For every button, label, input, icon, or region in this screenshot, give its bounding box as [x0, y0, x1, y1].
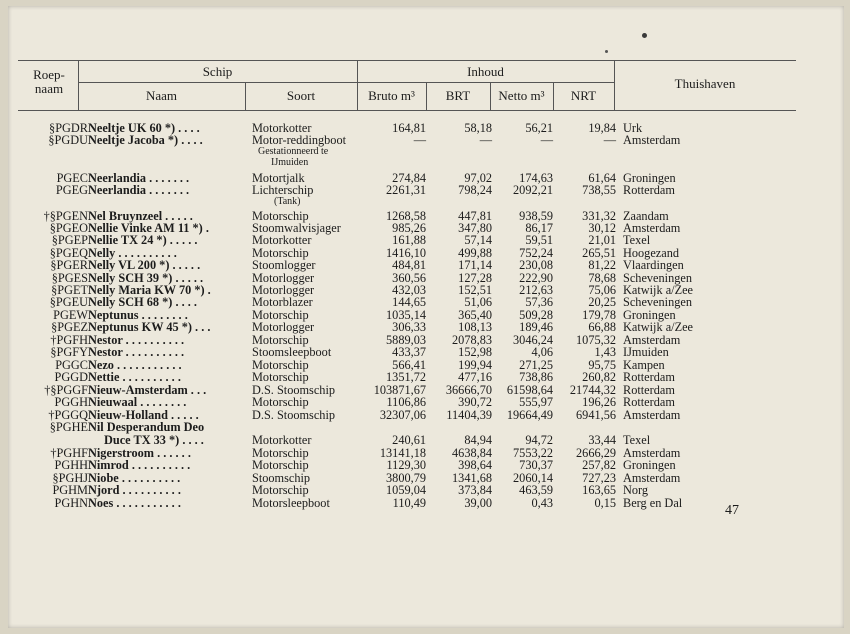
- cell-home: Zaandam: [623, 209, 669, 223]
- cell-code: §PGHE: [49, 420, 88, 434]
- cell-bruto: 2261,31: [386, 183, 426, 197]
- cell-home: Groningen: [623, 458, 676, 472]
- cell-home: Scheveningen: [623, 271, 692, 285]
- cell-home: Rotterdam: [623, 370, 675, 384]
- cell-type: Motorlogger: [252, 283, 315, 297]
- cell-brt: 58,18: [464, 121, 492, 135]
- cell-type: Motorlogger: [252, 271, 315, 285]
- cell-name: Nil Desperandum Deo: [88, 420, 205, 434]
- cell-bruto: 3800,79: [386, 471, 426, 485]
- cell-home: Rotterdam: [623, 395, 675, 409]
- cell-name: Noes . . . . . . . . . . .: [88, 496, 181, 510]
- cell-brt: 57,14: [464, 233, 492, 247]
- header-nrt: NRT: [570, 88, 597, 103]
- cell-code: §PGFY: [50, 345, 88, 359]
- cell-brt: 4638,84: [452, 446, 492, 460]
- cell-brt: 1341,68: [452, 471, 492, 485]
- cell-netto: 463,59: [519, 483, 553, 497]
- cell-nrt: 257,82: [582, 458, 616, 472]
- cell-type: D.S. Stoomschip: [252, 383, 336, 397]
- cell-name: Neptunus KW 45 *) . . .: [88, 320, 211, 334]
- header-mid-rule: [78, 82, 614, 83]
- cell-code: PGEG: [55, 183, 88, 197]
- cell-name: Nieuwaal . . . . . . . .: [88, 395, 187, 409]
- cell-netto: 56,21: [525, 121, 553, 135]
- cell-nrt: 33,44: [588, 433, 616, 447]
- header-soort: Soort: [286, 88, 316, 103]
- cell-home: Groningen: [623, 308, 676, 322]
- header-brt: BRT: [445, 88, 471, 103]
- ink-speck: [605, 50, 608, 53]
- header-bottom-rule: [18, 110, 796, 111]
- cell-type: Stoomschip: [252, 471, 311, 485]
- cell-brt: 39,00: [464, 496, 492, 510]
- cell-home: Norg: [623, 483, 649, 497]
- header-naam: Naam: [145, 88, 178, 103]
- header-roepnaam: [24, 68, 74, 96]
- cell-bruto: 240,61: [392, 433, 426, 447]
- cell-nrt: 30,12: [588, 221, 616, 235]
- cell-code: PGGD: [54, 370, 88, 384]
- cell-home: Amsterdam: [623, 408, 681, 422]
- cell-nrt: 196,26: [582, 395, 616, 409]
- table-top-rule: [18, 60, 796, 61]
- cell-brt: —: [479, 133, 492, 147]
- cell-bruto: 432,03: [392, 283, 426, 297]
- cell-netto: 57,36: [525, 295, 553, 309]
- cell-bruto: 306,33: [392, 320, 426, 334]
- cell-brt: 447,81: [458, 209, 492, 223]
- cell-type: Motorschip: [252, 246, 309, 260]
- cell-nrt: 20,25: [588, 295, 616, 309]
- cell-bruto: 566,41: [392, 358, 426, 372]
- cell-netto: 174,63: [519, 171, 553, 185]
- page-number: 47: [725, 503, 739, 518]
- cell-code: †§PGEN: [43, 209, 88, 223]
- cell-brt: 152,98: [458, 345, 492, 359]
- cell-bruto: 1035,14: [386, 308, 426, 322]
- cell-type: Stoomsleepboot: [252, 345, 332, 359]
- cell-brt: 84,94: [464, 433, 492, 447]
- cell-brt: 365,40: [458, 308, 492, 322]
- cell-netto: 222,90: [519, 271, 553, 285]
- cell-netto: —: [540, 133, 553, 147]
- cell-name: Neerlandia . . . . . . .: [88, 171, 190, 185]
- cell-type: Motorschip: [252, 333, 309, 347]
- cell-code: §PGEO: [49, 221, 88, 235]
- cell-home: Rotterdam: [623, 383, 675, 397]
- cell-netto: 2060,14: [513, 471, 553, 485]
- cell-name: Nieuw-Amsterdam . . .: [88, 383, 207, 397]
- cell-type: Motorschip: [252, 458, 309, 472]
- cell-type: Motorschip: [252, 446, 309, 460]
- cell-nrt: —: [603, 133, 616, 147]
- cell-brt: 97,02: [464, 171, 492, 185]
- cell-netto: 0,43: [531, 496, 553, 510]
- cell-home: Amsterdam: [623, 333, 681, 347]
- cell-home: Urk: [623, 121, 643, 135]
- cell-code: §PGEU: [49, 295, 88, 309]
- cell-nrt: 163,65: [582, 483, 616, 497]
- cell-brt: 347,80: [458, 221, 492, 235]
- header-roepnaam-line1: Roep-: [33, 67, 65, 82]
- cell-bruto: 13141,18: [379, 446, 426, 460]
- cell-nrt: 81,22: [588, 258, 616, 272]
- cell-home: Texel: [623, 233, 651, 247]
- cell-code: PGGH: [54, 395, 88, 409]
- cell-type: Motorkotter: [252, 433, 312, 447]
- header-bruto: Bruto m³: [368, 88, 415, 103]
- cell-home: Amsterdam: [623, 133, 681, 147]
- cell-type: Motorsleepboot: [252, 496, 330, 510]
- cell-name: Neerlandia . . . . . . .: [88, 183, 190, 197]
- header-schip: Schip: [202, 64, 233, 79]
- cell-home: Texel: [623, 433, 651, 447]
- cell-brt: 390,72: [458, 395, 492, 409]
- cell-name: Nieuw-Holland . . . . .: [88, 408, 199, 422]
- cell-type: Motorkotter: [252, 233, 312, 247]
- cell-name: Nelly SCH 39 *) . . . . .: [88, 271, 204, 285]
- cell-bruto: 110,49: [392, 496, 426, 510]
- cell-bruto: 360,56: [392, 271, 426, 285]
- cell-netto: 212,63: [519, 283, 553, 297]
- cell-nrt: 1,43: [594, 345, 616, 359]
- cell-nrt: 265,51: [582, 246, 616, 260]
- cell-code: PGHM: [52, 483, 88, 497]
- type-note: Gestationneerd te: [258, 146, 329, 157]
- cell-brt: 499,88: [458, 246, 492, 260]
- cell-nrt: 66,88: [588, 320, 616, 334]
- cell-name: Neeltje UK 60 *) . . . .: [88, 121, 200, 135]
- cell-nrt: 19,84: [588, 121, 616, 135]
- cell-code: PGEW: [53, 308, 88, 322]
- cell-name: Niobe . . . . . . . . . .: [88, 471, 181, 485]
- cell-name: Nezo . . . . . . . . . . .: [88, 358, 182, 372]
- cell-nrt: 95,75: [588, 358, 616, 372]
- cell-home: Katwijk a/Zee: [623, 320, 693, 334]
- cell-brt: 51,06: [464, 295, 492, 309]
- cell-type: Motortjalk: [252, 171, 305, 185]
- cell-type: Motorkotter: [252, 121, 312, 135]
- cell-name: Nestor . . . . . . . . . .: [88, 345, 185, 359]
- cell-netto: 189,46: [519, 320, 553, 334]
- cell-nrt: 260,82: [582, 370, 616, 384]
- cell-name: Nelly . . . . . . . . . .: [88, 246, 177, 260]
- cell-bruto: 484,81: [392, 258, 426, 272]
- header-roepnaam-line2: naam: [34, 81, 64, 96]
- cell-netto: 271,25: [519, 358, 553, 372]
- cell-nrt: 331,32: [582, 209, 616, 223]
- cell-type: Motorblazer: [252, 295, 313, 309]
- cell-netto: 738,86: [519, 370, 553, 384]
- cell-name: Nelly SCH 68 *) . . . .: [88, 295, 197, 309]
- cell-netto: 19664,49: [506, 408, 553, 422]
- document-page: [8, 6, 844, 628]
- cell-code: §PGER: [50, 258, 88, 272]
- cell-brt: 36666,70: [445, 383, 492, 397]
- cell-bruto: 144,65: [392, 295, 426, 309]
- cell-type: Motorschip: [252, 308, 309, 322]
- cell-nrt: 21,01: [588, 233, 616, 247]
- cell-type: D.S. Stoomschip: [252, 408, 336, 422]
- cell-name: Nellie TX 24 *) . . . . .: [88, 233, 198, 247]
- cell-netto: 86,17: [525, 221, 553, 235]
- cell-bruto: 1129,30: [386, 458, 426, 472]
- cell-bruto: 1268,58: [386, 209, 426, 223]
- cell-code: §PGEP: [51, 233, 88, 247]
- cell-brt: 127,28: [458, 271, 492, 285]
- cell-bruto: 164,81: [392, 121, 426, 135]
- cell-code: §PGES: [51, 271, 88, 285]
- cell-brt: 11404,39: [446, 408, 492, 422]
- cell-netto: 730,37: [519, 458, 553, 472]
- cell-home: Amsterdam: [623, 221, 681, 235]
- cell-code: †PGHF: [50, 446, 88, 460]
- cell-name-continued: Duce TX 33 *) . . . .: [104, 433, 204, 447]
- cell-nrt: 6941,56: [576, 408, 616, 422]
- cell-netto: 509,28: [519, 308, 553, 322]
- cell-netto: 94,72: [525, 433, 553, 447]
- cell-code: †§PGGF: [44, 383, 88, 397]
- ink-speck: [642, 33, 647, 38]
- type-note: (Tank): [274, 196, 301, 207]
- cell-brt: 477,16: [458, 370, 492, 384]
- cell-netto: 555,97: [519, 395, 553, 409]
- header-inhoud: Inhoud: [467, 64, 504, 79]
- cell-netto: 61598,64: [506, 383, 553, 397]
- cell-type: Motorschip: [252, 395, 309, 409]
- cell-netto: 59,51: [525, 233, 553, 247]
- cell-type: Motorschip: [252, 370, 309, 384]
- cell-netto: 230,08: [519, 258, 553, 272]
- cell-code: §PGHJ: [52, 471, 88, 485]
- cell-name: Neeltje Jacoba *) . . . .: [88, 133, 203, 147]
- cell-bruto: —: [413, 133, 426, 147]
- cell-type: Stoomlogger: [252, 258, 316, 272]
- cell-brt: 171,14: [458, 258, 492, 272]
- cell-name: Njord . . . . . . . . . .: [88, 483, 181, 497]
- cell-type: Motorlogger: [252, 320, 315, 334]
- cell-code: §PGET: [51, 283, 88, 297]
- cell-home: Rotterdam: [623, 183, 675, 197]
- cell-code: §PGEZ: [51, 320, 88, 334]
- cell-code: PGHN: [54, 496, 88, 510]
- cell-home: IJmuiden: [623, 345, 669, 359]
- cell-brt: 373,84: [458, 483, 492, 497]
- cell-name: Nestor . . . . . . . . . .: [88, 333, 185, 347]
- cell-nrt: 179,78: [582, 308, 616, 322]
- cell-netto: 938,59: [519, 209, 553, 223]
- cell-brt: 398,64: [458, 458, 492, 472]
- cell-home: Kampen: [623, 358, 665, 372]
- cell-code: PGHH: [54, 458, 88, 472]
- cell-home: Amsterdam: [623, 446, 681, 460]
- header-thuishaven: Thuishaven: [674, 76, 736, 91]
- cell-home: Hoogezand: [623, 246, 679, 260]
- cell-bruto: 32307,06: [379, 408, 426, 422]
- cell-bruto: 1416,10: [386, 246, 426, 260]
- cell-netto: 3046,24: [513, 333, 553, 347]
- cell-nrt: 0,15: [594, 496, 616, 510]
- cell-code: †PGGQ: [48, 408, 88, 422]
- cell-name: Nimrod . . . . . . . . . .: [88, 458, 191, 472]
- cell-type: Stoomwalvisjager: [252, 221, 341, 235]
- cell-code: §PGEQ: [49, 246, 88, 260]
- cell-nrt: 78,68: [588, 271, 616, 285]
- cell-brt: 152,51: [458, 283, 492, 297]
- cell-name: Neptunus . . . . . . . .: [88, 308, 188, 322]
- cell-bruto: 161,88: [392, 233, 426, 247]
- cell-bruto: 985,26: [392, 221, 426, 235]
- cell-bruto: 274,84: [392, 171, 426, 185]
- cell-bruto: 1106,86: [386, 395, 426, 409]
- cell-home: Vlaardingen: [623, 258, 684, 272]
- cell-code: PGEC: [56, 171, 88, 185]
- cell-name: Nelly VL 200 *) . . . . .: [88, 258, 201, 272]
- cell-bruto: 1351,72: [386, 370, 426, 384]
- cell-code: †PGFH: [50, 333, 88, 347]
- cell-nrt: 1075,32: [576, 333, 616, 347]
- cell-brt: 108,13: [458, 320, 492, 334]
- cell-code: PGGC: [55, 358, 88, 372]
- cell-name: Nelly Maria KW 70 *) .: [88, 283, 211, 297]
- cell-home: Katwijk a/Zee: [623, 283, 693, 297]
- cell-name: Nel Bruynzeel . . . . .: [88, 209, 193, 223]
- cell-type: Motorschip: [252, 483, 309, 497]
- cell-code: §PGDU: [48, 133, 88, 147]
- cell-nrt: 727,23: [582, 471, 616, 485]
- cell-nrt: 61,64: [588, 171, 616, 185]
- cell-type: Lichterschip: [252, 183, 314, 197]
- cell-netto: 7553,22: [513, 446, 553, 460]
- cell-home: Groningen: [623, 171, 676, 185]
- cell-type: Motorschip: [252, 209, 309, 223]
- cell-name: Nellie Vinke AM 11 *) .: [88, 221, 209, 235]
- cell-netto: 4,06: [531, 345, 553, 359]
- cell-home: Scheveningen: [623, 295, 692, 309]
- cell-nrt: 21744,32: [569, 383, 616, 397]
- header-netto: Netto m³: [498, 88, 545, 103]
- cell-name: Nigerstroom . . . . . .: [88, 446, 191, 460]
- cell-name: Nettie . . . . . . . . . .: [88, 370, 181, 384]
- cell-code: §PGDR: [49, 121, 88, 135]
- cell-type: Motorschip: [252, 358, 309, 372]
- cell-bruto: 433,37: [392, 345, 426, 359]
- cell-netto: 752,24: [519, 246, 553, 260]
- cell-type: Motor-reddingboot: [252, 133, 347, 147]
- cell-home: Berg en Dal: [623, 496, 683, 510]
- cell-bruto: 103871,67: [373, 383, 426, 397]
- cell-nrt: 2666,29: [576, 446, 616, 460]
- cell-bruto: 5889,03: [386, 333, 426, 347]
- cell-netto: 2092,21: [513, 183, 553, 197]
- type-note: IJmuiden: [271, 157, 309, 168]
- cell-bruto: 1059,04: [386, 483, 426, 497]
- cell-brt: 2078,83: [452, 333, 492, 347]
- cell-nrt: 738,55: [582, 183, 616, 197]
- cell-nrt: 75,06: [588, 283, 616, 297]
- cell-home: Amsterdam: [623, 471, 681, 485]
- cell-brt: 798,24: [458, 183, 492, 197]
- cell-brt: 199,94: [458, 358, 492, 372]
